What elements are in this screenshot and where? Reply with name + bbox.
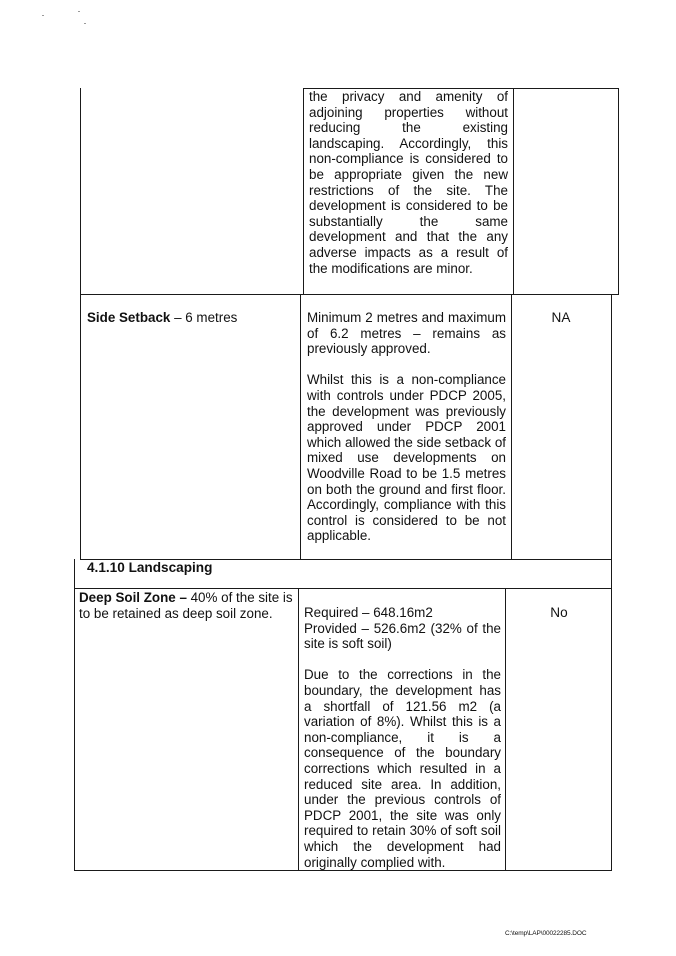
column-divider	[303, 88, 304, 295]
compliance-status: No	[550, 605, 568, 620]
requirement-cell	[87, 310, 292, 326]
requirement-title: Side Setback	[87, 310, 171, 325]
column-divider	[511, 294, 512, 560]
column-divider	[505, 588, 506, 871]
requirement-detail: 40% of the site is to be retained as deep soil zone.	[79, 590, 293, 621]
scan-speck	[42, 15, 44, 16]
column-divider	[298, 588, 299, 871]
assessment-cell	[304, 605, 501, 870]
table-border-bottom	[74, 870, 612, 871]
column-divider	[300, 294, 301, 560]
assessment-paragraph: the privacy and amenity of adjoining properties without reducing the existing landscaping. Accordingly, this non-compliance is considered to be appropriate given the new restrictions of the site. The development is considered to be substantially the same development and that the any adverse impacts as a result of the modifications are minor.	[309, 89, 508, 276]
section-heading: 4.1.10 Landscaping	[87, 560, 213, 575]
compliance-status: NA	[551, 310, 571, 325]
row-divider	[80, 294, 619, 295]
table-border-right	[611, 294, 612, 871]
assessment-paragraph: Minimum 2 metres and maximum of 6.2 metres – remains as previously approved.	[307, 310, 506, 357]
table-border-left	[74, 559, 75, 871]
row-divider	[74, 588, 612, 589]
assessment-paragraph: Required – 648.16m2 Provided – 526.6m2 (32% of the site is soft soil)	[304, 605, 501, 652]
scan-speck	[78, 11, 80, 12]
assessment-paragraph: Due to the corrections in the boundary, the development has a shortfall of 121.56 m2 (a variation of 8%). Whilst this is a non-compliance, it is a consequence of the boundary corrections which resulted in a reduced site area. In addition, under the previous controls of PDCP 2001, the site was only required to retain 30% of soft soil which the development had originally complied with.	[304, 667, 501, 870]
assessment-cell	[307, 310, 506, 544]
requirement-cell	[79, 590, 293, 621]
scan-speck	[84, 23, 86, 24]
requirement-detail: – 6 metres	[170, 310, 238, 325]
column-divider	[513, 88, 514, 295]
document-path-footer: C:\temp\LAP\00022285.DOC	[505, 930, 587, 937]
requirement-title: Deep Soil Zone –	[79, 590, 187, 605]
assessment-cell	[309, 89, 508, 276]
assessment-paragraph: Whilst this is a non-compliance with controls under PDCP 2005, the development was previously approved under PDCP 2001 which allowed the side setback of mixed use developments on Woodville Road to be 1.5 metres on both the ground and first floor. Accordingly, compliance with this control is considered to be not applicable.	[307, 372, 506, 544]
table-border-left	[80, 88, 81, 560]
table-border-right	[618, 88, 619, 295]
